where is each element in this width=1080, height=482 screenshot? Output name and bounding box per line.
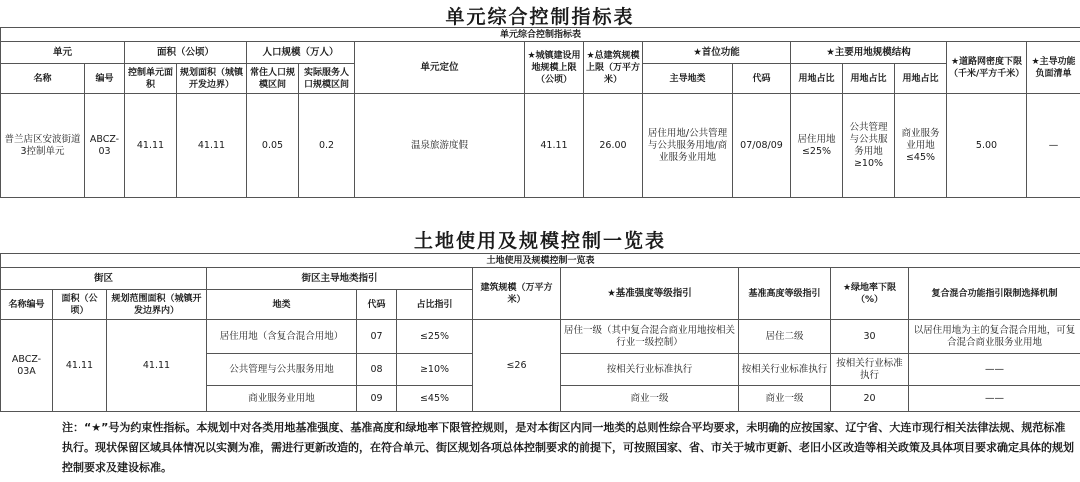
cell-ratio-residential: 居住用地≤25% <box>791 94 843 198</box>
cell-height: 按相关行业标准执行 <box>739 354 831 386</box>
header-unit: 单元 <box>1 42 125 64</box>
header-population: 人口规模（万人） <box>247 42 355 64</box>
subheader-land-code: 代码 <box>357 290 397 320</box>
header-height: 基准高度等级指引 <box>739 268 831 320</box>
subheader-ratio-1: 用地占比 <box>791 64 843 94</box>
subheader-block-code: 名称编号 <box>1 290 53 320</box>
cell-land-type: 公共管理与公共服务用地 <box>207 354 357 386</box>
cell-ratio-guide: ≤45% <box>397 386 473 412</box>
cell-land-code: 07/08/09 <box>733 94 791 198</box>
cell-main-land: 居住用地/公共管理与公共服务用地/商业服务业用地 <box>643 94 733 198</box>
header-urban-land: ★城镇建设用地规模上限（公顷） <box>525 42 584 94</box>
cell-land-code: 08 <box>357 354 397 386</box>
cell-plan-range: 41.11 <box>107 320 207 412</box>
cell-green-ratio: 30 <box>831 320 909 354</box>
table-row <box>1 94 1080 198</box>
header-build-scale: 建筑规模（万平方米） <box>473 268 561 320</box>
footnote: 注：“★”号为约束性指标。本规划中对各类用地基准强度、基准高度和绿地率下限管控规则，是对本街区内同一地类的总则性综合平均要求，未明确的应按国家、辽宁省、大连市现行相关法律法规、规范标准执行。现状保留区域具体情况以实测为准，需进行更新改造的，在符合单元、街区规划各项总体控制要求的前提下，可按照国家、省、市关于城市更新、老旧小区改造等相关政策及具体项目要求确定具体的规划控制要求及建设标准。 <box>62 421 1074 474</box>
cell-ratio-guide: ≤25% <box>397 320 473 354</box>
cell-plan-area: 41.11 <box>177 94 247 198</box>
header-negative-list: ★主导功能负面清单 <box>1027 42 1080 94</box>
header-block-land: 街区主导地类指引 <box>207 268 473 290</box>
cell-build-scale: ≤26 <box>473 320 561 412</box>
subheader-code: 编号 <box>85 64 125 94</box>
header-road-density: ★道路网密度下限（千米/平方千米） <box>947 42 1027 94</box>
cell-negative-list: — <box>1027 94 1080 198</box>
table-row <box>1 320 1080 354</box>
subheader-ratio-2: 用地占比 <box>843 64 895 94</box>
cell-strength: 商业一级 <box>561 386 739 412</box>
subheader-ratio-guide: 占比指引 <box>397 290 473 320</box>
subheader-plan-range: 规划范围面积（城镇开发边界内） <box>107 290 207 320</box>
cell-green-ratio: 20 <box>831 386 909 412</box>
header-block: 街区 <box>1 268 207 290</box>
subheader-land-code: 代码 <box>733 64 791 94</box>
cell-mixed-function: —— <box>909 386 1080 412</box>
header-strength: ★基准强度等级指引 <box>561 268 739 320</box>
cell-resident-pop: 0.05 <box>247 94 299 198</box>
subheader-ratio-3: 用地占比 <box>895 64 947 94</box>
header-main-land: ★主要用地规模结构 <box>791 42 947 64</box>
cell-land-type: 商业服务业用地 <box>207 386 357 412</box>
cell-ratio-commercial: 商业服务业用地≤45% <box>895 94 947 198</box>
table1-caption: 单元综合控制指标表 <box>1 28 1080 42</box>
cell-height: 商业一级 <box>739 386 831 412</box>
subheader-main-land: 主导地类 <box>643 64 733 94</box>
subheader-land-type: 地类 <box>207 290 357 320</box>
header-mixed-function: 复合混合功能指引限制选择机制 <box>909 268 1080 320</box>
unit-control-table <box>0 27 1080 198</box>
header-total-build: ★总建筑规模上限（万平方米） <box>584 42 643 94</box>
subheader-service-pop: 实际服务人口规模区间 <box>299 64 355 94</box>
subheader-name: 名称 <box>1 64 85 94</box>
cell-road-density: 5.00 <box>947 94 1027 198</box>
cell-land-code: 09 <box>357 386 397 412</box>
cell-land-type: 居住用地（含复合混合用地） <box>207 320 357 354</box>
cell-land-code: 07 <box>357 320 397 354</box>
subheader-block-area: 面积（公顷） <box>53 290 107 320</box>
cell-strength: 居住一级（其中复合混合商业用地按相关行业一级控制） <box>561 320 739 354</box>
cell-mixed-function: —— <box>909 354 1080 386</box>
table2-caption: 土地使用及规模控制一览表 <box>1 254 1080 268</box>
land-use-table <box>0 253 1080 412</box>
cell-block-code: ABCZ-03A <box>1 320 53 412</box>
table2-heading: 土地使用及规模控制一览表 <box>413 230 666 252</box>
cell-green-ratio: 按相关行业标准执行 <box>831 354 909 386</box>
cell-urban-land: 41.11 <box>525 94 584 198</box>
cell-block-area: 41.11 <box>53 320 107 412</box>
cell-mixed-function: 以居住用地为主的复合混合用地，可复合混合商业服务业用地 <box>909 320 1080 354</box>
subheader-ctrl-area: 控制单元面积 <box>125 64 177 94</box>
cell-unit-code: ABCZ-03 <box>85 94 125 198</box>
header-first-function: ★首位功能 <box>643 42 791 64</box>
cell-unit-name: 普兰店区安波街道3控制单元 <box>1 94 85 198</box>
cell-strength: 按相关行业标准执行 <box>561 354 739 386</box>
header-area: 面积（公顷） <box>125 42 247 64</box>
subheader-resident-pop: 常住人口规模区间 <box>247 64 299 94</box>
header-position: 单元定位 <box>355 42 525 94</box>
cell-height: 居住二级 <box>739 320 831 354</box>
cell-ratio-guide: ≥10% <box>397 354 473 386</box>
cell-service-pop: 0.2 <box>299 94 355 198</box>
header-green-ratio: ★绿地率下限（%） <box>831 268 909 320</box>
cell-ctrl-area: 41.11 <box>125 94 177 198</box>
cell-ratio-public: 公共管理与公共服务用地≥10% <box>843 94 895 198</box>
subheader-plan-area: 规划面积（城镇开发边界） <box>177 64 247 94</box>
table1-heading: 单元综合控制指标表 <box>445 6 635 28</box>
cell-position: 温泉旅游度假 <box>355 94 525 198</box>
cell-total-build: 26.00 <box>584 94 643 198</box>
